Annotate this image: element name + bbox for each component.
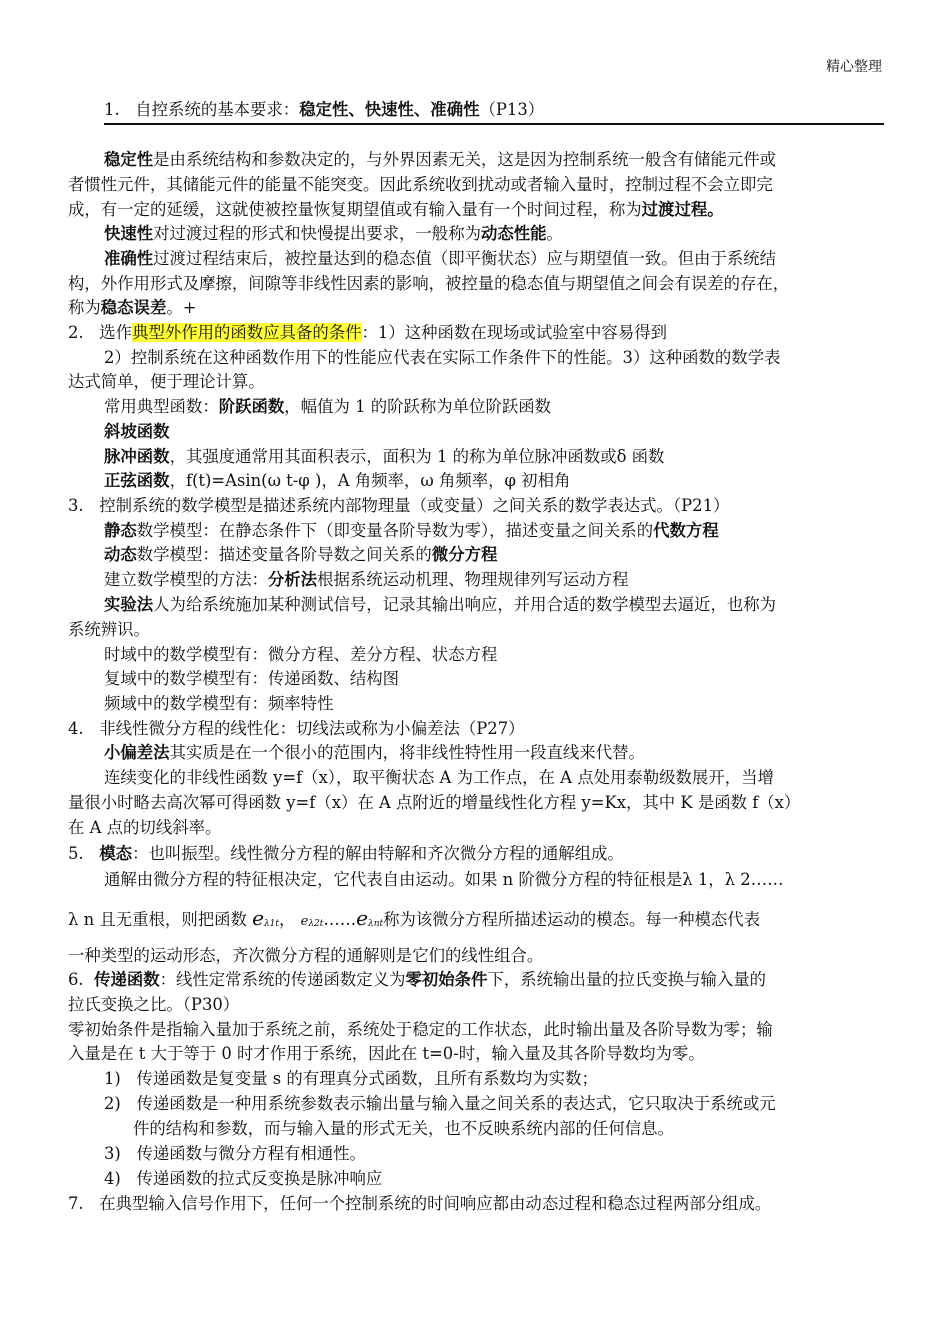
section-6: 6. 传递函数：线性定常系统的传递函数定义为零初始条件下，系统输出量的拉氏变换与输入量的 [68,970,767,989]
paragraph-line: 在 A 点的切线斜率。 [68,818,222,837]
paragraph-line: 一种类型的运动形态，齐次微分方程的通解则是它们的线性组合。 [68,946,544,965]
section-7: 7. 在典型输入信号作用下，任何一个控制系统的时间响应都由动态过程和稳态过程两部分组成。 [68,1194,772,1213]
formula-exp: e [252,906,264,930]
paragraph-line: 准确性过渡过程结束后，被控量达到的稳态值（即平衡状态）应与期望值一致。但由于系统结 [104,249,777,268]
paragraph-line: 稳定性是由系统结构和参数决定的，与外界因素无关，这是因为控制系统一般含有储能元件或 [104,150,777,169]
paragraph-line: 者惯性元件，其储能元件的能量不能突变。因此系统收到扰动或者输入量时，控制过程不会立即完 [68,175,773,194]
title-text: 自控系统的基本要求： [135,100,300,119]
paragraph-line-formula: λ n 且无重根，则把函数 eλ1t， eλ2t……eλnt称为该微分方程所描述运动的模态。每一种模态代表 [68,906,761,930]
section-3: 3. 控制系统的数学模型是描述系统内部物理量（或变量）之间关系的数学表达式。（P21） [68,496,730,515]
paragraph-line: 正弦函数，f(t)=Asin(ω t-φ )，A 角频率，ω 角频率，φ 初相角 [104,471,571,490]
list-item: 2) 传递函数是一种用系统参数表示输出量与输入量之间关系的表达式，它只取决于系统或元 [104,1094,776,1113]
section-1-title [104,98,919,122]
paragraph-line: 拉氏变换之比。（P30） [68,995,240,1014]
section-5: 5. 模态：也叫振型。线性微分方程的解由特解和齐次微分方程的通解组成。 [68,844,624,863]
paragraph-line: 快速性对过渡过程的形式和快慢提出要求，一般称为动态性能。 [104,224,563,243]
section-2: 2. 选作典型外作用的函数应具备的条件：1）这种函数在现场或试验室中容易得到 [68,323,667,342]
paragraph-line: 脉冲函数，其强度通常用其面积表示，面积为 1 的称为单位脉冲函数或δ 函数 [104,447,665,466]
list-item-continuation: 件的结构和参数，而与输入量的形式无关，也不反映系统内部的任何信息。 [133,1119,674,1138]
paragraph-line: 斜坡函数 [104,422,170,441]
paragraph-line: 实验法人为给系统施加某种测试信号，记录其输出响应，并用合适的数学模型去逼近，也称为 [104,595,777,614]
page-ref: （P13） [479,100,545,119]
paragraph-line: 建立数学模型的方法：分析法根据系统运动机理、物理规律列写运动方程 [104,570,629,589]
paragraph-line: 达式简单，便于理论计算。 [68,372,265,391]
section-4: 4. 非线性微分方程的线性化：切线法或称为小偏差法（P27） [68,719,525,738]
list-item: 1) 传递函数是复变量 s 的有理真分式函数，且所有系数均为实数； [104,1069,598,1088]
page-header: 精心整理 [826,59,882,75]
title-rule [104,123,884,125]
paragraph-line: 频域中的数学模型有：频率特性 [104,694,334,713]
highlighted-text: 典型外作用的函数应具备的条件 [132,323,362,342]
paragraph-line: 常用典型函数：阶跃函数，幅值为 1 的阶跃称为单位阶跃函数 [104,397,552,416]
paragraph-line: 通解由微分方程的特征根决定，它代表自由运动。如果 n 阶微分方程的特征根是λ 1，λ 2…… [104,870,784,889]
paragraph-line: 小偏差法其实质是在一个很小的范围内，将非线性特性用一段直线来代替。 [104,743,645,762]
paragraph-line: 动态数学模型：描述变量各阶导数之间关系的微分方程 [104,545,498,564]
paragraph-line: 成，有一定的延缓，这就使被控量恢复期望值或有输入量有一个时间过程，称为过渡过程。 [68,200,724,219]
paragraph-line: 构，外作用形式及摩擦，间隙等非线性因素的影响，被控量的稳态值与期望值之间会有误差的存在， [68,274,790,293]
list-item: 4) 传递函数的拉式反变换是脉冲响应 [104,1169,383,1188]
paragraph-line: 入量是在 t 大于等于 0 时才作用于系统，因此在 t=0-时，输入量及其各阶导数均为零。 [68,1044,705,1063]
title-bold: 稳定性、快速性、准确性 [299,100,480,119]
paragraph-line: 量很小时略去高次幂可得函数 y=f（x）在 A 点附近的增量线性化方程 y=Kx，其中 K 是函数 f（x） [68,793,801,812]
paragraph-line: 静态数学模型：在静态条件下（即变量各阶导数为零），描述变量之间关系的代数方程 [104,521,719,540]
paragraph-line: 连续变化的非线性函数 y=f（x），取平衡状态 A 为工作点，在 A 点处用泰勒级数展开，当增 [104,768,774,787]
paragraph-line: 复域中的数学模型有：传递函数、结构图 [104,669,400,688]
paragraph-line: 系统辨识。 [68,620,150,639]
paragraph-line: 称为稳态误差。+ [68,298,197,317]
paragraph-line: 2）控制系统在这种函数作用下的性能应代表在实际工作条件下的性能。3）这种函数的数学表 [104,348,781,367]
paragraph-line: 零初始条件是指输入量加于系统之前，系统处于稳定的工作状态，此时输出量及各阶导数为零；输 [68,1020,773,1039]
section-number: 1. [104,100,120,119]
paragraph-line: 时域中的数学模型有：微分方程、差分方程、状态方程 [104,645,498,664]
list-item: 3) 传递函数与微分方程有相通性。 [104,1144,366,1163]
